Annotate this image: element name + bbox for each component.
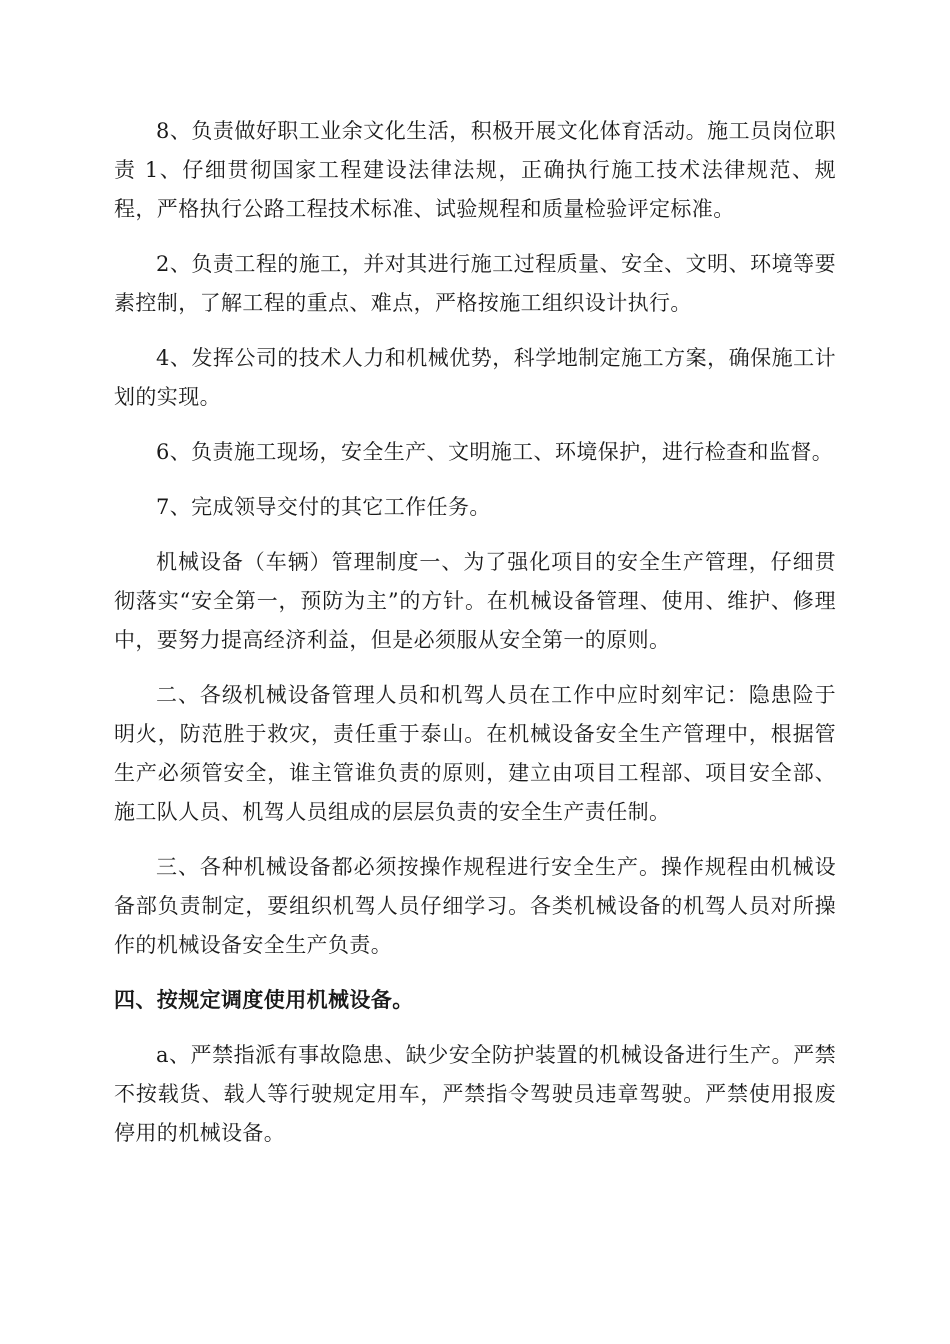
paragraph-machinery-rule-2: 二、各级机械设备管理人员和机驾人员在工作中应时刻牢记：隐患险于明火，防范胜于救灾，责任重于泰山。在机械设备安全生产管理中，根据管生产必须管安全，谁主管谁负责的原则，建立由项目工程部、项目安全部、施工队人员、机驾人员组成的层层负责的安全生产责任制。 [114,683,836,824]
paragraph-item-8: 8、负责做好职工业余文化生活，积极开展文化体育活动。施工员岗位职责 1、仔细贯彻国家工程建设法律法规，正确执行施工技术法律规范、规程，严格执行公路工程技术标准、试验规程和质量检验评定标准。 [114,119,836,221]
paragraph-machinery-rule-1: 机械设备（车辆）管理制度一、为了强化项目的安全生产管理，仔细贯彻落实“安全第一，预防为主”的方针。在机械设备管理、使用、维护、修理中，要努力提高经济利益，但是必须服从安全第一的原则。 [114,550,836,652]
paragraph-item-6: 6、负责施工现场，安全生产、文明施工、环境保护，进行检查和监督。 [156,440,834,464]
paragraph-item-2: 2、负责工程的施工，并对其进行施工过程质量、安全、文明、环境等要素控制，了解工程的重点、难点，严格按施工组织设计执行。 [114,252,836,315]
document-page [114,112,836,1169]
section-heading: 四、按规定调度使用机械设备。 [114,988,414,1012]
paragraph-machinery-rule-3: 三、各种机械设备都必须按操作规程进行安全生产。操作规程由机械设备部负责制定，要组织机驾人员仔细学习。各类机械设备的机驾人员对所操作的机械设备安全生产负责。 [114,855,836,957]
paragraph-rule-a: a、严禁指派有事故隐患、缺少安全防护装置的机械设备进行生产。严禁不按载货、载人等行驶规定用车，严禁指令驾驶员违章驾驶。严禁使用报废停用的机械设备。 [114,1043,836,1145]
paragraph-item-7: 7、完成领导交付的其它工作任务。 [156,495,491,519]
paragraph-item-4: 4、发挥公司的技术人力和机械优势，科学地制定施工方案，确保施工计划的实现。 [114,346,836,409]
